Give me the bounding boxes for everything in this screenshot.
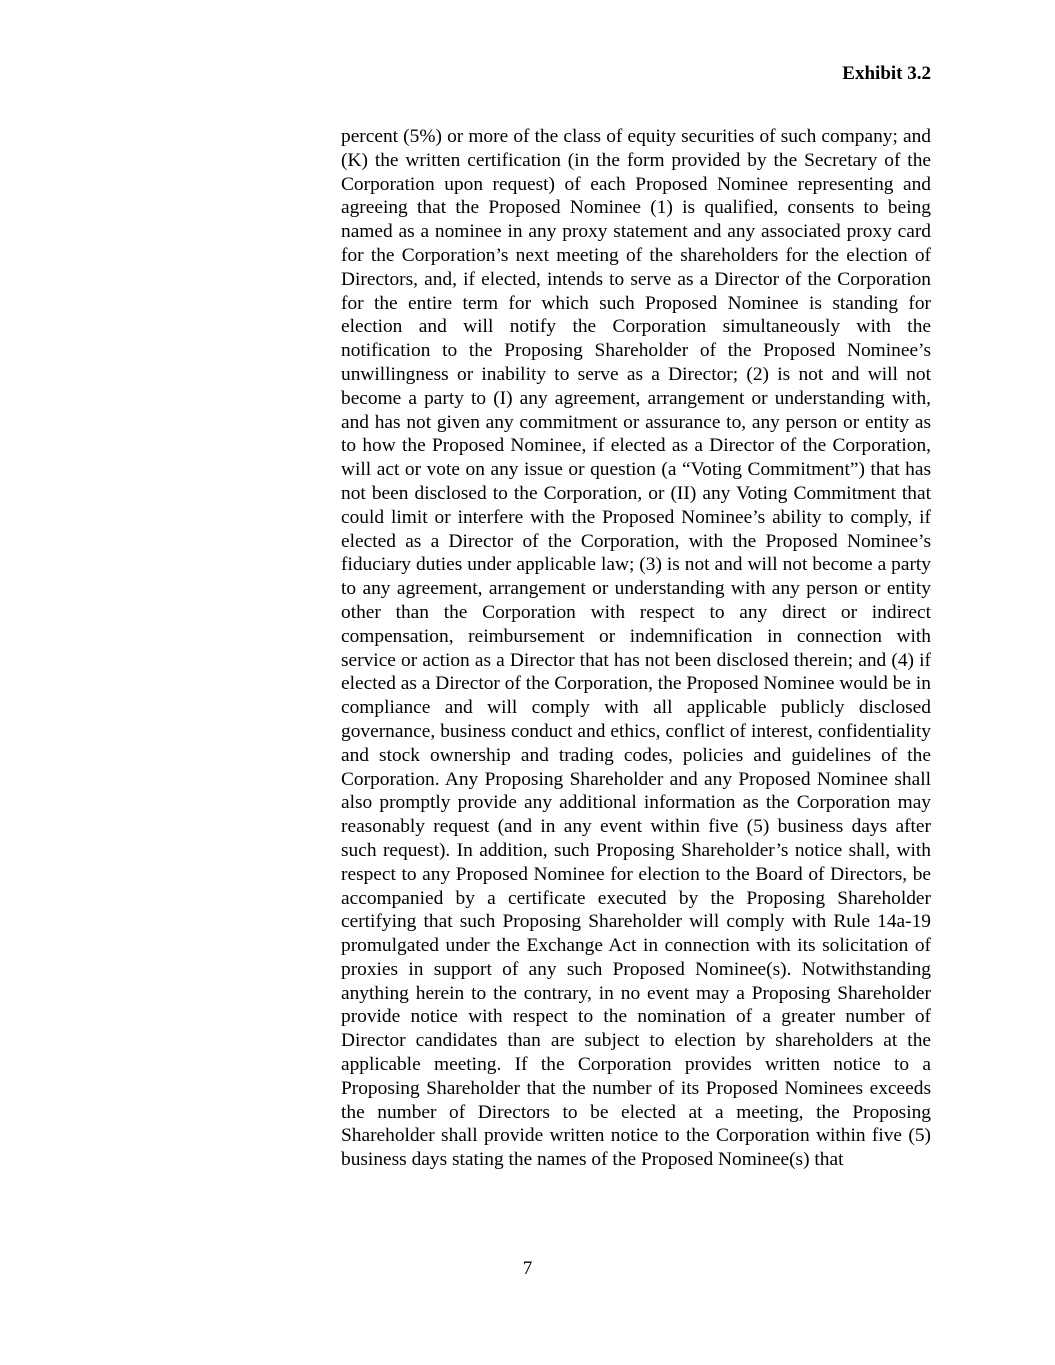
page-number: 7 xyxy=(522,1258,533,1279)
exhibit-label: Exhibit 3.2 xyxy=(842,63,931,84)
body-paragraph: percent (5%) or more of the class of equity securities of such company; and (K) the written certification (in the form provided by the Secretary of the Corporation upon request) of each Proposed Nominee representing and agreeing that the Proposed Nominee (1) is qualified, consents to being named as a nominee in any proxy statement and any associated proxy card for the Corporation’s next meeting of the shareholders for the election of Directors, and, if elected, intends to serve as a Director of the Corporation for the entire term for which such Proposed Nominee is standing for election and will notify the Corporation simultaneously with the notification to the Proposing Shareholder of the Proposed Nominee’s unwillingness or inability to serve as a Director; (2) is not and will not become a party to (I) any agreement, arrangement or understanding with, and has not given any commitment or assurance to, any person or entity as to how the Proposed Nominee, if elected as a Director of the Corporation, will act or vote on any issue or question (a “Voting Commitment”) that has not been disclosed to the Corporation, or (II) any Voting Commitment that could limit or interfere with the Proposed Nominee’s ability to comply, if elected as a Director of the Corporation, with the Proposed Nominee’s fiduciary duties under applicable law; (3) is not and will not become a party to any agreement, arrangement or understanding with any person or entity other than the Corporation with respect to any direct or indirect compensation, reimbursement or indemnification in connection with service or action as a Director that has not been disclosed therein; and (4) if elected as a Director of the Corporation, the Proposed Nominee would be in compliance and will comply with all applicable publicly disclosed governance, business conduct and ethics, conflict of interest, confidentiality and stock ownership and trading codes, policies and guidelines of the Corporation. Any Proposing Shareholder and any Proposed Nominee shall also promptly provide any additional information as the Corporation may reasonably request (and in any event within five (5) business days after such request). In addition, such Proposing Shareholder’s notice shall, with respect to any Proposed Nominee for election to the Board of Directors, be accompanied by a certificate executed by the Proposing Shareholder certifying that such Proposing Shareholder will comply with Rule 14a-19 promulgated under the Exchange Act in connection with its solicitation of proxies in support of any such Proposed Nominee(s). Notwithstanding anything herein to the contrary, in no event may a Proposing Shareholder provide notice with respect to the nomination of a greater number of Director candidates than are subject to election by shareholders at the applicable meeting. If the Corporation provides written notice to a Proposing Shareholder that the number of its Proposed Nominees exceeds the number of Directors to be elected at a meeting, the Proposing Shareholder shall provide written notice to the Corporation within five (5) business days stating the names of the Proposed Nominee(s) that xyxy=(341,126,931,1171)
